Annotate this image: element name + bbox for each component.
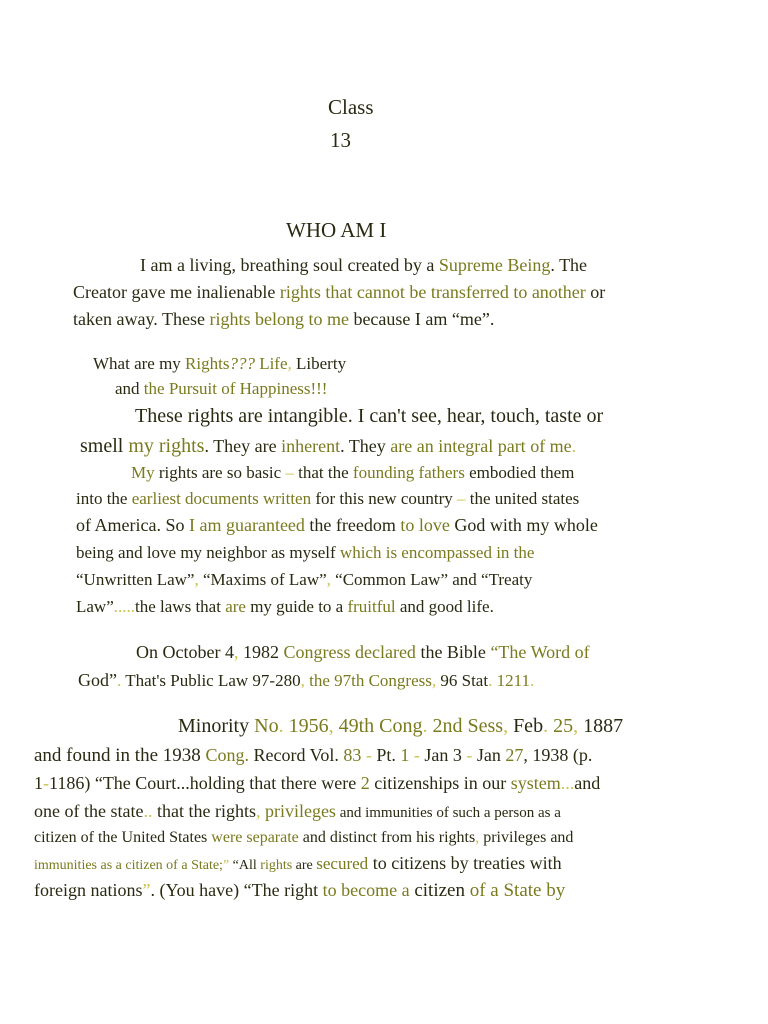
- p5-line-6: immunities as a citizen of a State;” “All rights are secured to citizens by treaties with: [34, 853, 562, 873]
- p3-line-7: “Unwritten Law”, “Maxims of Law”, “Common Law” and “Treaty: [76, 570, 533, 589]
- p3-line-5: of America. So I am guaranteed the freedom to love God with my whole: [76, 515, 598, 535]
- p5-line-1: Minority No. 1956, 49th Cong. 2nd Sess, Feb. 25, 1887: [178, 715, 624, 737]
- p2-line-1: What are my Rights??? Life, Liberty: [93, 354, 347, 373]
- p3-line-6: being and love my neighbor as myself which is encompassed in the: [76, 543, 535, 562]
- class-label: Class: [328, 95, 374, 119]
- p4-line-1: On October 4, 1982 Congress declared the Bible “The Word of: [136, 642, 590, 662]
- p3-line-3: My rights are so basic – that the founding fathers embodied them: [131, 463, 575, 482]
- p1-line-1: I am a living, breathing soul created by a Supreme Being. The: [140, 255, 588, 275]
- p1-line-3: taken away. These rights belong to me because I am “me”.: [73, 309, 495, 329]
- p3-line-8: Law”.....the laws that are my guide to a fruitful and good life.: [76, 597, 494, 616]
- p5-line-2: and found in the 1938 Cong. Record Vol. 83 - Pt. 1 - Jan 3 - Jan 27, 1938 (p.: [34, 745, 593, 766]
- p5-line-4: one of the state.. that the rights, privileges and immunities of such a person as a: [34, 801, 561, 821]
- p3-line-4: into the earliest documents written for this new country – the united states: [76, 489, 580, 508]
- p5-line-3: 1-1186) “The Court...holding that there were 2 citizenships in our system...and: [34, 773, 601, 793]
- page-title: WHO AM I: [286, 218, 387, 242]
- p5-line-7: foreign nations”. (You have) “The right to become a citizen of a State by: [34, 880, 566, 901]
- p1-line-2: Creator gave me inalienable rights that cannot be transferred to another or: [73, 282, 606, 302]
- p3-line-1: These rights are intangible. I can't see, hear, touch, taste or: [135, 405, 604, 427]
- class-number: 13: [330, 128, 351, 152]
- p2-line-2: and the Pursuit of Happiness!!!: [115, 379, 328, 398]
- p3-line-2: smell my rights. They are inherent. They are an integral part of me.: [80, 435, 577, 457]
- p4-line-2: God”. That's Public Law 97-280, the 97th Congress, 96 Stat. 1211.: [78, 670, 535, 690]
- p5-line-5: citizen of the United States were separate and distinct from his rights, privileges and: [34, 829, 574, 846]
